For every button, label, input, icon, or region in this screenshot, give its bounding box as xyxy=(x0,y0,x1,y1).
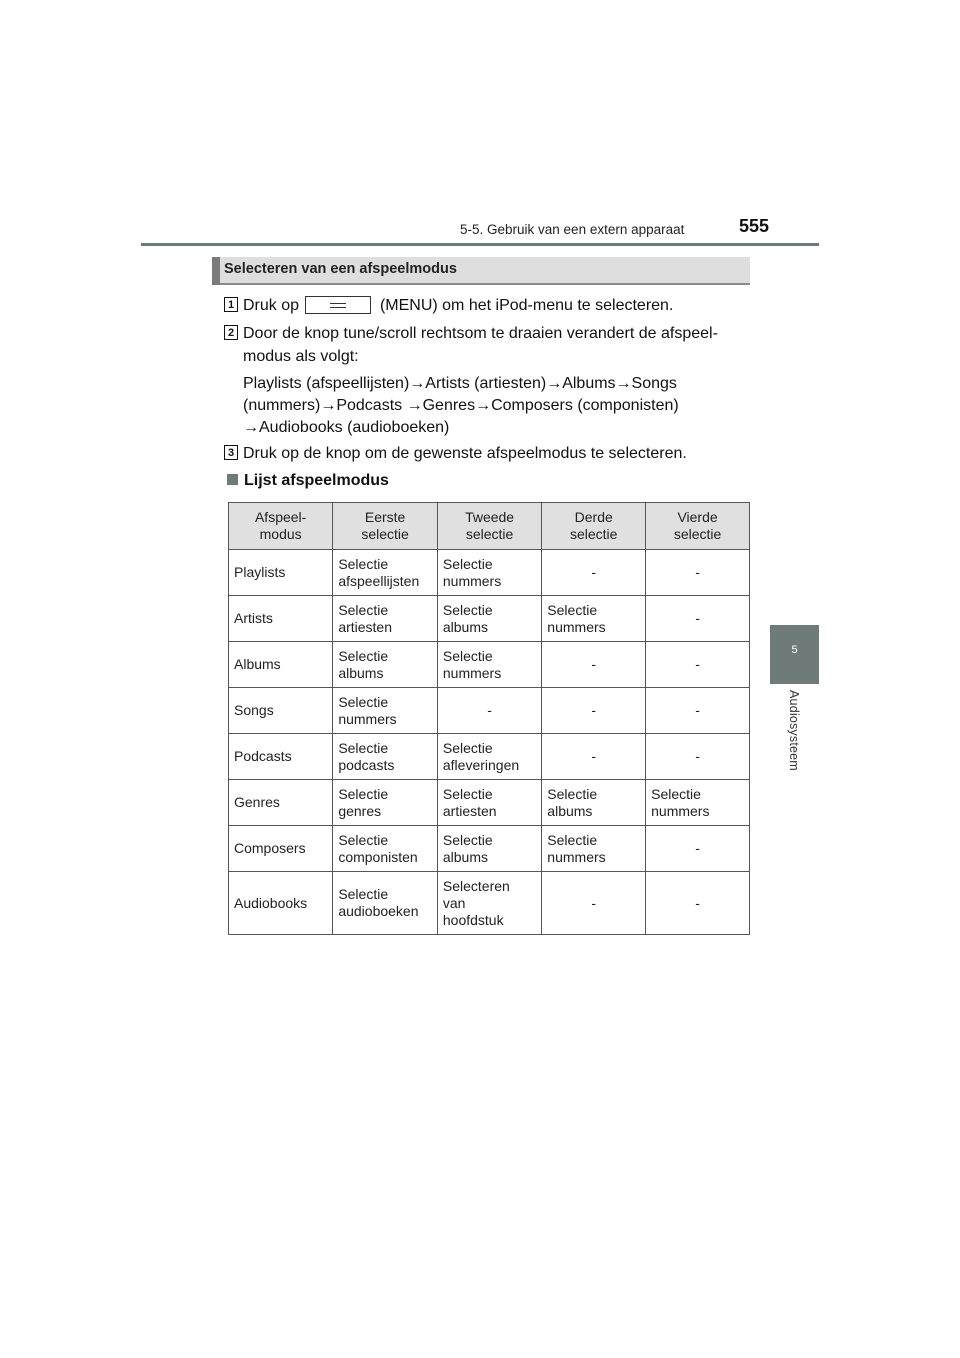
cell-text: Selectie xyxy=(338,831,389,848)
cell-text: albums xyxy=(442,848,489,865)
cell-text: - xyxy=(695,610,700,626)
selection-cell xyxy=(542,734,646,780)
selection-cell xyxy=(437,550,541,596)
cell-text: afleveringen xyxy=(442,756,520,773)
table-row xyxy=(229,596,750,642)
cell-text: Selectie xyxy=(547,785,598,802)
table-row xyxy=(229,780,750,826)
page-number: 555 xyxy=(739,216,770,236)
cell-text: Selectie xyxy=(338,601,389,618)
cell-text: - xyxy=(591,564,597,580)
table-row xyxy=(229,550,750,596)
table-row xyxy=(229,826,750,872)
step-2-line-3: Playlists (afspeellijsten)→Artists (artiesten)→Albums→Songs xyxy=(243,375,677,392)
cell-text: Selectie xyxy=(442,647,493,664)
cell-text: Songs xyxy=(234,702,274,718)
mode-cell xyxy=(229,780,333,826)
cell-text: Selectie xyxy=(338,886,389,902)
mode-cell xyxy=(229,550,333,596)
step-1-after: (MENU) om het iPod-menu te selecteren. xyxy=(379,297,674,315)
cell-text: nummers xyxy=(547,618,606,635)
selection-cell xyxy=(646,642,750,688)
header-cell xyxy=(646,503,750,550)
header-line: Tweede xyxy=(465,509,515,525)
header-cell xyxy=(437,503,541,550)
cell-text: - xyxy=(695,564,700,580)
cell-text: afspeellijsten xyxy=(338,572,420,589)
menu-button-icon xyxy=(305,296,371,314)
step-2-line-2: modus als volgt: xyxy=(243,348,359,365)
table-row xyxy=(229,642,750,688)
selection-cell xyxy=(646,688,750,734)
cell-text: Selectie xyxy=(338,647,389,664)
cell-text: - xyxy=(591,656,597,672)
cell-text: Selectie xyxy=(338,555,389,572)
selection-cell xyxy=(437,642,541,688)
cell-text: Selectie xyxy=(547,831,598,848)
cell-text: albums xyxy=(547,802,593,819)
cell-text: Selectie xyxy=(442,601,493,618)
selection-cell xyxy=(646,596,750,642)
cell-text: Selectie xyxy=(442,785,493,802)
step-number-1: 1 xyxy=(224,297,238,312)
cell-text: - xyxy=(591,748,597,764)
cell-text: - xyxy=(591,702,597,718)
subheading-text: Lijst afspeelmodus xyxy=(244,472,389,489)
chapter-number: 5 xyxy=(791,644,798,656)
step-number-3: 3 xyxy=(224,445,238,460)
table-body xyxy=(229,550,750,935)
selection-cell xyxy=(437,780,541,826)
selection-cell xyxy=(333,596,438,642)
cell-text: albums xyxy=(338,664,384,681)
header-line: modus xyxy=(259,526,302,542)
header-cell xyxy=(542,503,646,550)
selection-cell xyxy=(646,734,750,780)
cell-text: audioboeken xyxy=(338,903,419,919)
step-number-2: 2 xyxy=(224,325,238,340)
chapter-label: Audiosysteem xyxy=(787,690,801,771)
header-line: selectie xyxy=(465,526,514,542)
cell-text: Artists xyxy=(234,610,273,626)
selection-cell xyxy=(333,550,438,596)
cell-text: Podcasts xyxy=(234,748,292,764)
selection-cell xyxy=(333,872,438,935)
selection-cell xyxy=(437,826,541,872)
mode-cell xyxy=(229,688,333,734)
cell-text: Audiobooks xyxy=(234,894,308,911)
subheading xyxy=(227,472,389,490)
section-title: Selecteren van een afspeelmodus xyxy=(224,261,457,277)
step-2-line-1: Door de knop tune/scroll rechtsom te draaien verandert de afspeel- xyxy=(243,325,718,342)
section-heading-bar xyxy=(212,257,220,285)
header-section-ref: 5-5. Gebruik van een extern apparaat xyxy=(460,222,685,237)
cell-text: artiesten xyxy=(338,618,393,635)
header-cell xyxy=(333,503,438,550)
selection-cell xyxy=(542,550,646,596)
cell-text: nummers xyxy=(442,664,502,681)
mode-cell xyxy=(229,826,333,872)
cell-text: albums xyxy=(442,618,489,635)
selection-cell xyxy=(542,642,646,688)
selection-cell xyxy=(333,734,438,780)
step-1-before: Druk op xyxy=(243,297,300,315)
step-3-text: Druk op de knop om de gewenste afspeelmodus te selecteren. xyxy=(243,445,687,462)
step-2-line-4: (nummers)→Podcasts →Genres→Composers (componisten) xyxy=(243,397,679,414)
table-row xyxy=(229,688,750,734)
selection-cell xyxy=(333,688,438,734)
cell-text: nummers xyxy=(442,572,502,589)
selection-cell xyxy=(542,872,646,935)
cell-text: Selectie xyxy=(442,555,493,572)
header-line: Eerste xyxy=(364,509,406,525)
cell-text: Albums xyxy=(234,656,281,672)
cell-text: van xyxy=(442,894,466,911)
header-cell xyxy=(229,503,333,550)
cell-text: nummers xyxy=(547,848,606,865)
cell-text: genres xyxy=(338,802,382,819)
cell-text: hoofdstuk xyxy=(442,911,504,928)
header-line: selectie xyxy=(361,526,409,542)
cell-text: Selectie xyxy=(442,831,493,848)
cell-text: Selectie xyxy=(338,693,389,710)
mode-cell xyxy=(229,872,333,935)
step-2-line-5: →Audiobooks (audioboeken) xyxy=(243,419,450,436)
header-line: selectie xyxy=(569,526,618,542)
cell-text: - xyxy=(487,702,492,718)
header-line: Vierde xyxy=(677,509,718,525)
square-bullet-icon xyxy=(227,474,238,485)
cell-text: Selectie xyxy=(651,785,701,802)
cell-text: artiesten xyxy=(442,802,497,819)
cell-text: podcasts xyxy=(338,756,395,773)
cell-text: - xyxy=(695,748,700,764)
cell-text: Playlists xyxy=(234,564,286,580)
cell-text: - xyxy=(695,702,700,718)
cell-text: Selectie xyxy=(547,601,598,618)
cell-text: Selecteren xyxy=(442,877,510,894)
selection-cell xyxy=(437,872,541,935)
cell-text: Selectie xyxy=(338,739,389,756)
cell-text: Selectie xyxy=(338,785,389,802)
playback-mode-table xyxy=(228,502,750,935)
selection-cell xyxy=(542,596,646,642)
mode-cell xyxy=(229,642,333,688)
selection-cell xyxy=(542,688,646,734)
selection-cell xyxy=(333,826,438,872)
selection-cell xyxy=(333,642,438,688)
step-1-text xyxy=(243,297,673,315)
cell-text: nummers xyxy=(651,802,710,819)
header-line: Derde xyxy=(574,509,613,525)
mode-cell xyxy=(229,734,333,780)
selection-cell xyxy=(437,734,541,780)
table-row xyxy=(229,872,750,935)
selection-cell xyxy=(646,826,750,872)
header-line: Afspeel- xyxy=(254,509,307,525)
mode-cell xyxy=(229,596,333,642)
selection-cell xyxy=(646,550,750,596)
cell-text: Selectie xyxy=(442,739,493,756)
table-row xyxy=(229,734,750,780)
cell-text: - xyxy=(695,656,700,672)
cell-text: componisten xyxy=(338,848,418,865)
header-divider xyxy=(141,243,819,246)
cell-text: - xyxy=(695,840,700,856)
selection-cell xyxy=(542,826,646,872)
cell-text: Composers xyxy=(234,840,306,856)
selection-cell xyxy=(437,596,541,642)
selection-cell xyxy=(646,780,750,826)
cell-text: - xyxy=(695,894,700,911)
cell-text: nummers xyxy=(338,710,397,727)
cell-text: Genres xyxy=(234,794,280,810)
selection-cell xyxy=(646,872,750,935)
header-line: selectie xyxy=(673,526,722,542)
selection-cell xyxy=(542,780,646,826)
table-header-row xyxy=(229,503,750,550)
selection-cell xyxy=(437,688,541,734)
cell-text: - xyxy=(591,894,597,911)
selection-cell xyxy=(333,780,438,826)
